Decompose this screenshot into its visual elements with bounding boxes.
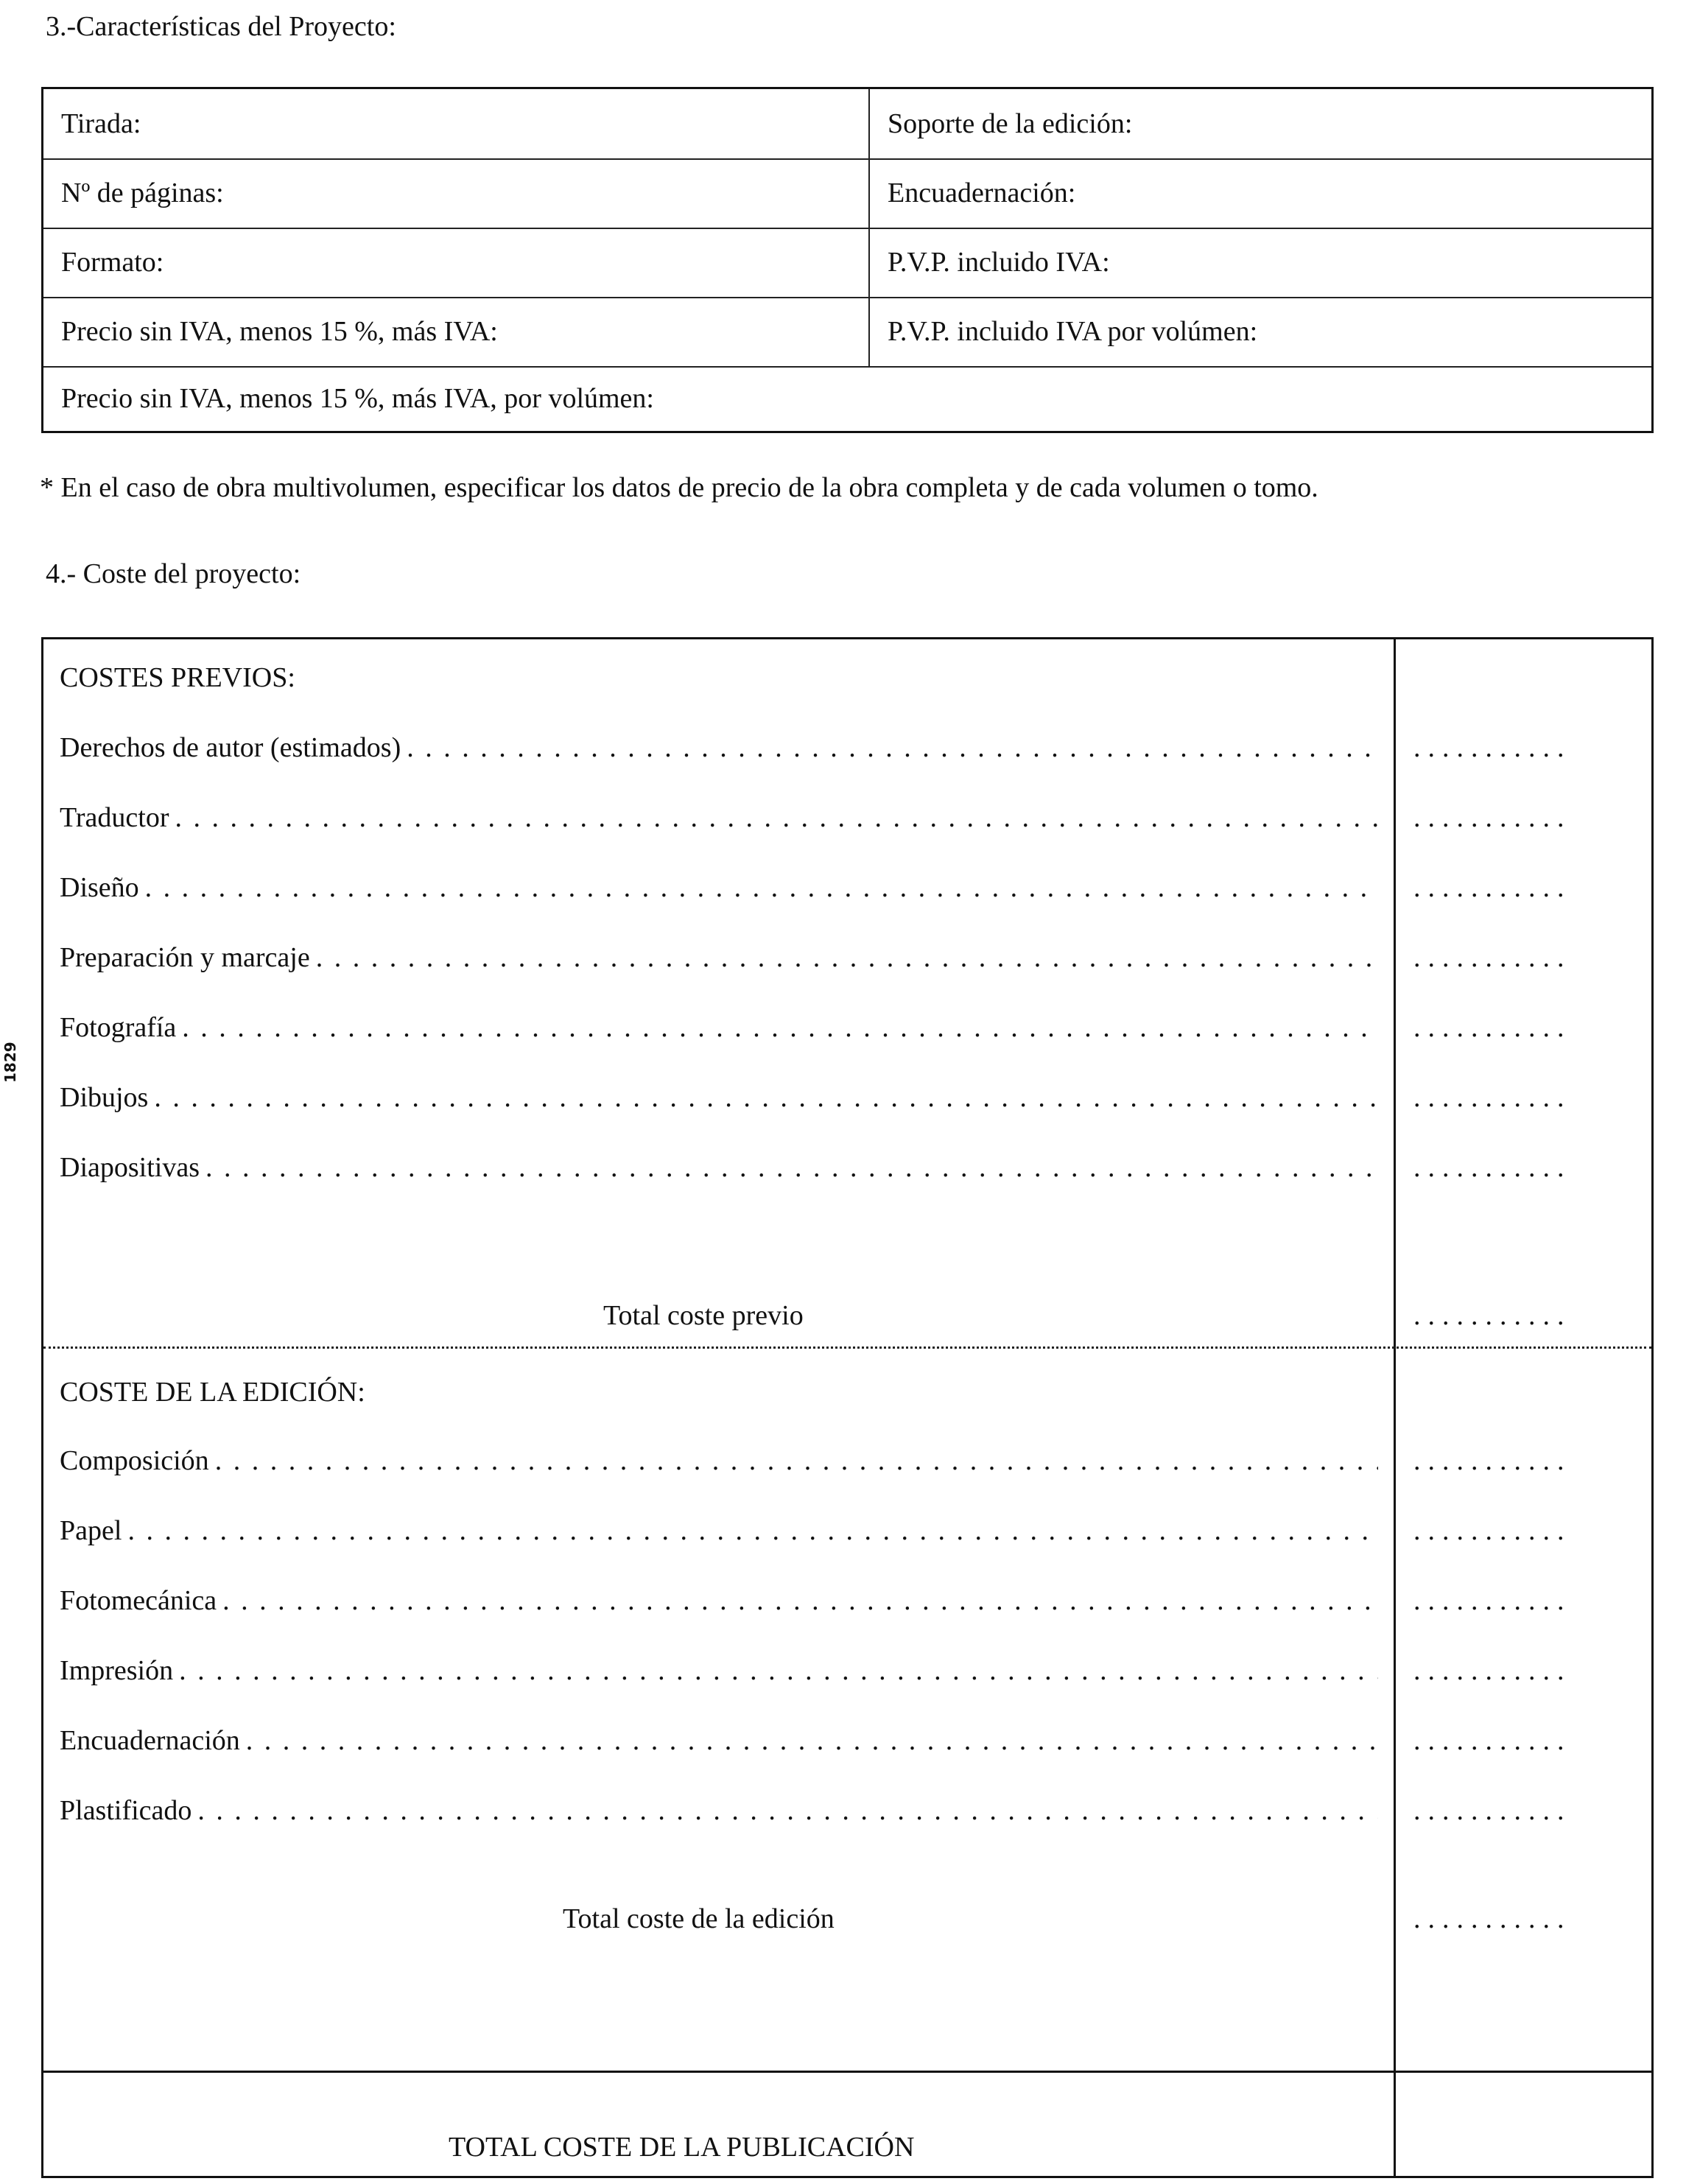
field-precio-sin-iva[interactable]: Precio sin IVA, menos 15 %, más IVA: [43, 297, 870, 366]
cost-line-label: Fotografía [60, 1012, 177, 1043]
cost-line-label: Dibujos [60, 1082, 149, 1113]
field-soporte[interactable]: Soporte de la edición: [888, 108, 1133, 139]
amount-field[interactable]: ........... [1413, 1655, 1572, 1686]
table-row [43, 366, 1651, 431]
cost-line-fotomecanica [60, 1584, 1378, 1617]
amount-field[interactable]: ........... [1413, 1152, 1572, 1183]
cost-line-label: Diapositivas [60, 1152, 200, 1183]
table-row [43, 228, 1651, 298]
grand-total-amount[interactable] [1413, 2131, 1640, 2168]
leader-dots [197, 1794, 1378, 1827]
field-encuadernacion[interactable]: Encuadernación: [888, 178, 1076, 208]
cost-line-derechos [60, 731, 1378, 764]
amount-field[interactable]: ........... [1413, 1445, 1572, 1476]
cost-line-label: Derechos de autor (estimados) [60, 732, 401, 763]
cost-line-papel [60, 1514, 1378, 1547]
amount-field[interactable]: ........... [1413, 1012, 1572, 1043]
leader-dots [154, 1081, 1378, 1114]
field-pvp-iva-volumen[interactable]: P.V.P. incluido IVA por volúmen: [888, 316, 1258, 347]
field-tirada[interactable]: Tirada: [43, 89, 870, 158]
leader-dots [179, 1654, 1378, 1687]
table-row [43, 297, 1651, 368]
cost-line-label: Encuadernación [60, 1725, 240, 1756]
total-coste-edicion-label: Total coste de la edición [563, 1903, 835, 1934]
amount-field[interactable]: ........... [1413, 942, 1572, 973]
cost-line-dibujos [60, 1081, 1378, 1114]
multivolume-note: * En el caso de obra multivolumen, especificar los datos de precio de la obra completa y de cada volumen o tomo. [40, 472, 1318, 503]
leader-dots [175, 801, 1378, 834]
leader-dots [127, 1514, 1378, 1547]
cost-line-diseno [60, 871, 1378, 904]
cost-line-label: Preparación y marcaje [60, 942, 310, 973]
cost-line-composicion [60, 1444, 1378, 1477]
amount-field[interactable]: ........... [1413, 1585, 1572, 1616]
cost-line-impresion [60, 1654, 1378, 1687]
cost-line-diapositivas [60, 1151, 1378, 1184]
amount-field[interactable]: ........... [1413, 1082, 1572, 1113]
section-3-title: 3.-Características del Proyecto: [46, 11, 396, 42]
grand-total-label: TOTAL COSTE DE LA PUBLICACIÓN [449, 2132, 915, 2163]
cost-line-label: Plastificado [60, 1795, 192, 1826]
characteristics-table [41, 87, 1654, 433]
amount-field[interactable]: ........... [1413, 872, 1572, 903]
total-coste-previo-label: Total coste previo [603, 1300, 804, 1331]
leader-dots [407, 731, 1378, 764]
costes-previos-header: COSTES PREVIOS: [60, 662, 295, 693]
amount-field[interactable]: ........... [1413, 802, 1572, 833]
section-divider-solid [43, 2071, 1651, 2073]
cost-line-traductor [60, 801, 1378, 834]
amount-field[interactable]: ........... [1413, 1795, 1572, 1826]
leader-dots [145, 871, 1378, 904]
section-divider-dotted [43, 1346, 1651, 1349]
cost-line-fotografia [60, 1011, 1378, 1044]
field-pvp-iva[interactable]: P.V.P. incluido IVA: [888, 247, 1110, 278]
leader-dots [222, 1584, 1378, 1617]
cost-line-preparacion [60, 941, 1378, 974]
cost-line-label: Composición [60, 1445, 209, 1476]
cost-line-label: Diseño [60, 872, 139, 903]
table-row [43, 158, 1651, 229]
amount-field[interactable]: ........... [1413, 1515, 1572, 1546]
table-row [43, 89, 1651, 160]
leader-dots [182, 1011, 1378, 1044]
leader-dots [206, 1151, 1378, 1184]
cost-line-label: Impresión [60, 1655, 174, 1686]
amount-field[interactable]: ........... [1413, 1725, 1572, 1756]
cost-line-label: Traductor [60, 802, 169, 833]
cost-line-encuadernacion [60, 1724, 1378, 1757]
total-coste-edicion-amount[interactable]: ........... [1413, 1903, 1572, 1934]
margin-mark: 1829 [1, 1042, 19, 1083]
field-paginas[interactable]: Nº de páginas: [43, 158, 870, 228]
cost-table [41, 637, 1654, 2178]
section-4-title: 4.- Coste del proyecto: [46, 558, 301, 589]
coste-edicion-header: COSTE DE LA EDICIÓN: [60, 1377, 365, 1408]
field-precio-sin-iva-volumen[interactable]: Precio sin IVA, menos 15 %, más IVA, por volúmen: [61, 383, 654, 414]
field-formato[interactable]: Formato: [43, 228, 870, 297]
cost-line-plastificado [60, 1794, 1378, 1827]
leader-dots [316, 941, 1378, 974]
cost-line-label: Fotomecánica [60, 1585, 217, 1616]
cost-line-label: Papel [60, 1515, 122, 1546]
total-coste-previo-amount[interactable]: ........... [1413, 1300, 1572, 1331]
leader-dots [215, 1444, 1378, 1477]
amount-field[interactable]: ........... [1413, 732, 1572, 763]
leader-dots [246, 1724, 1378, 1757]
column-divider [1394, 639, 1396, 2176]
